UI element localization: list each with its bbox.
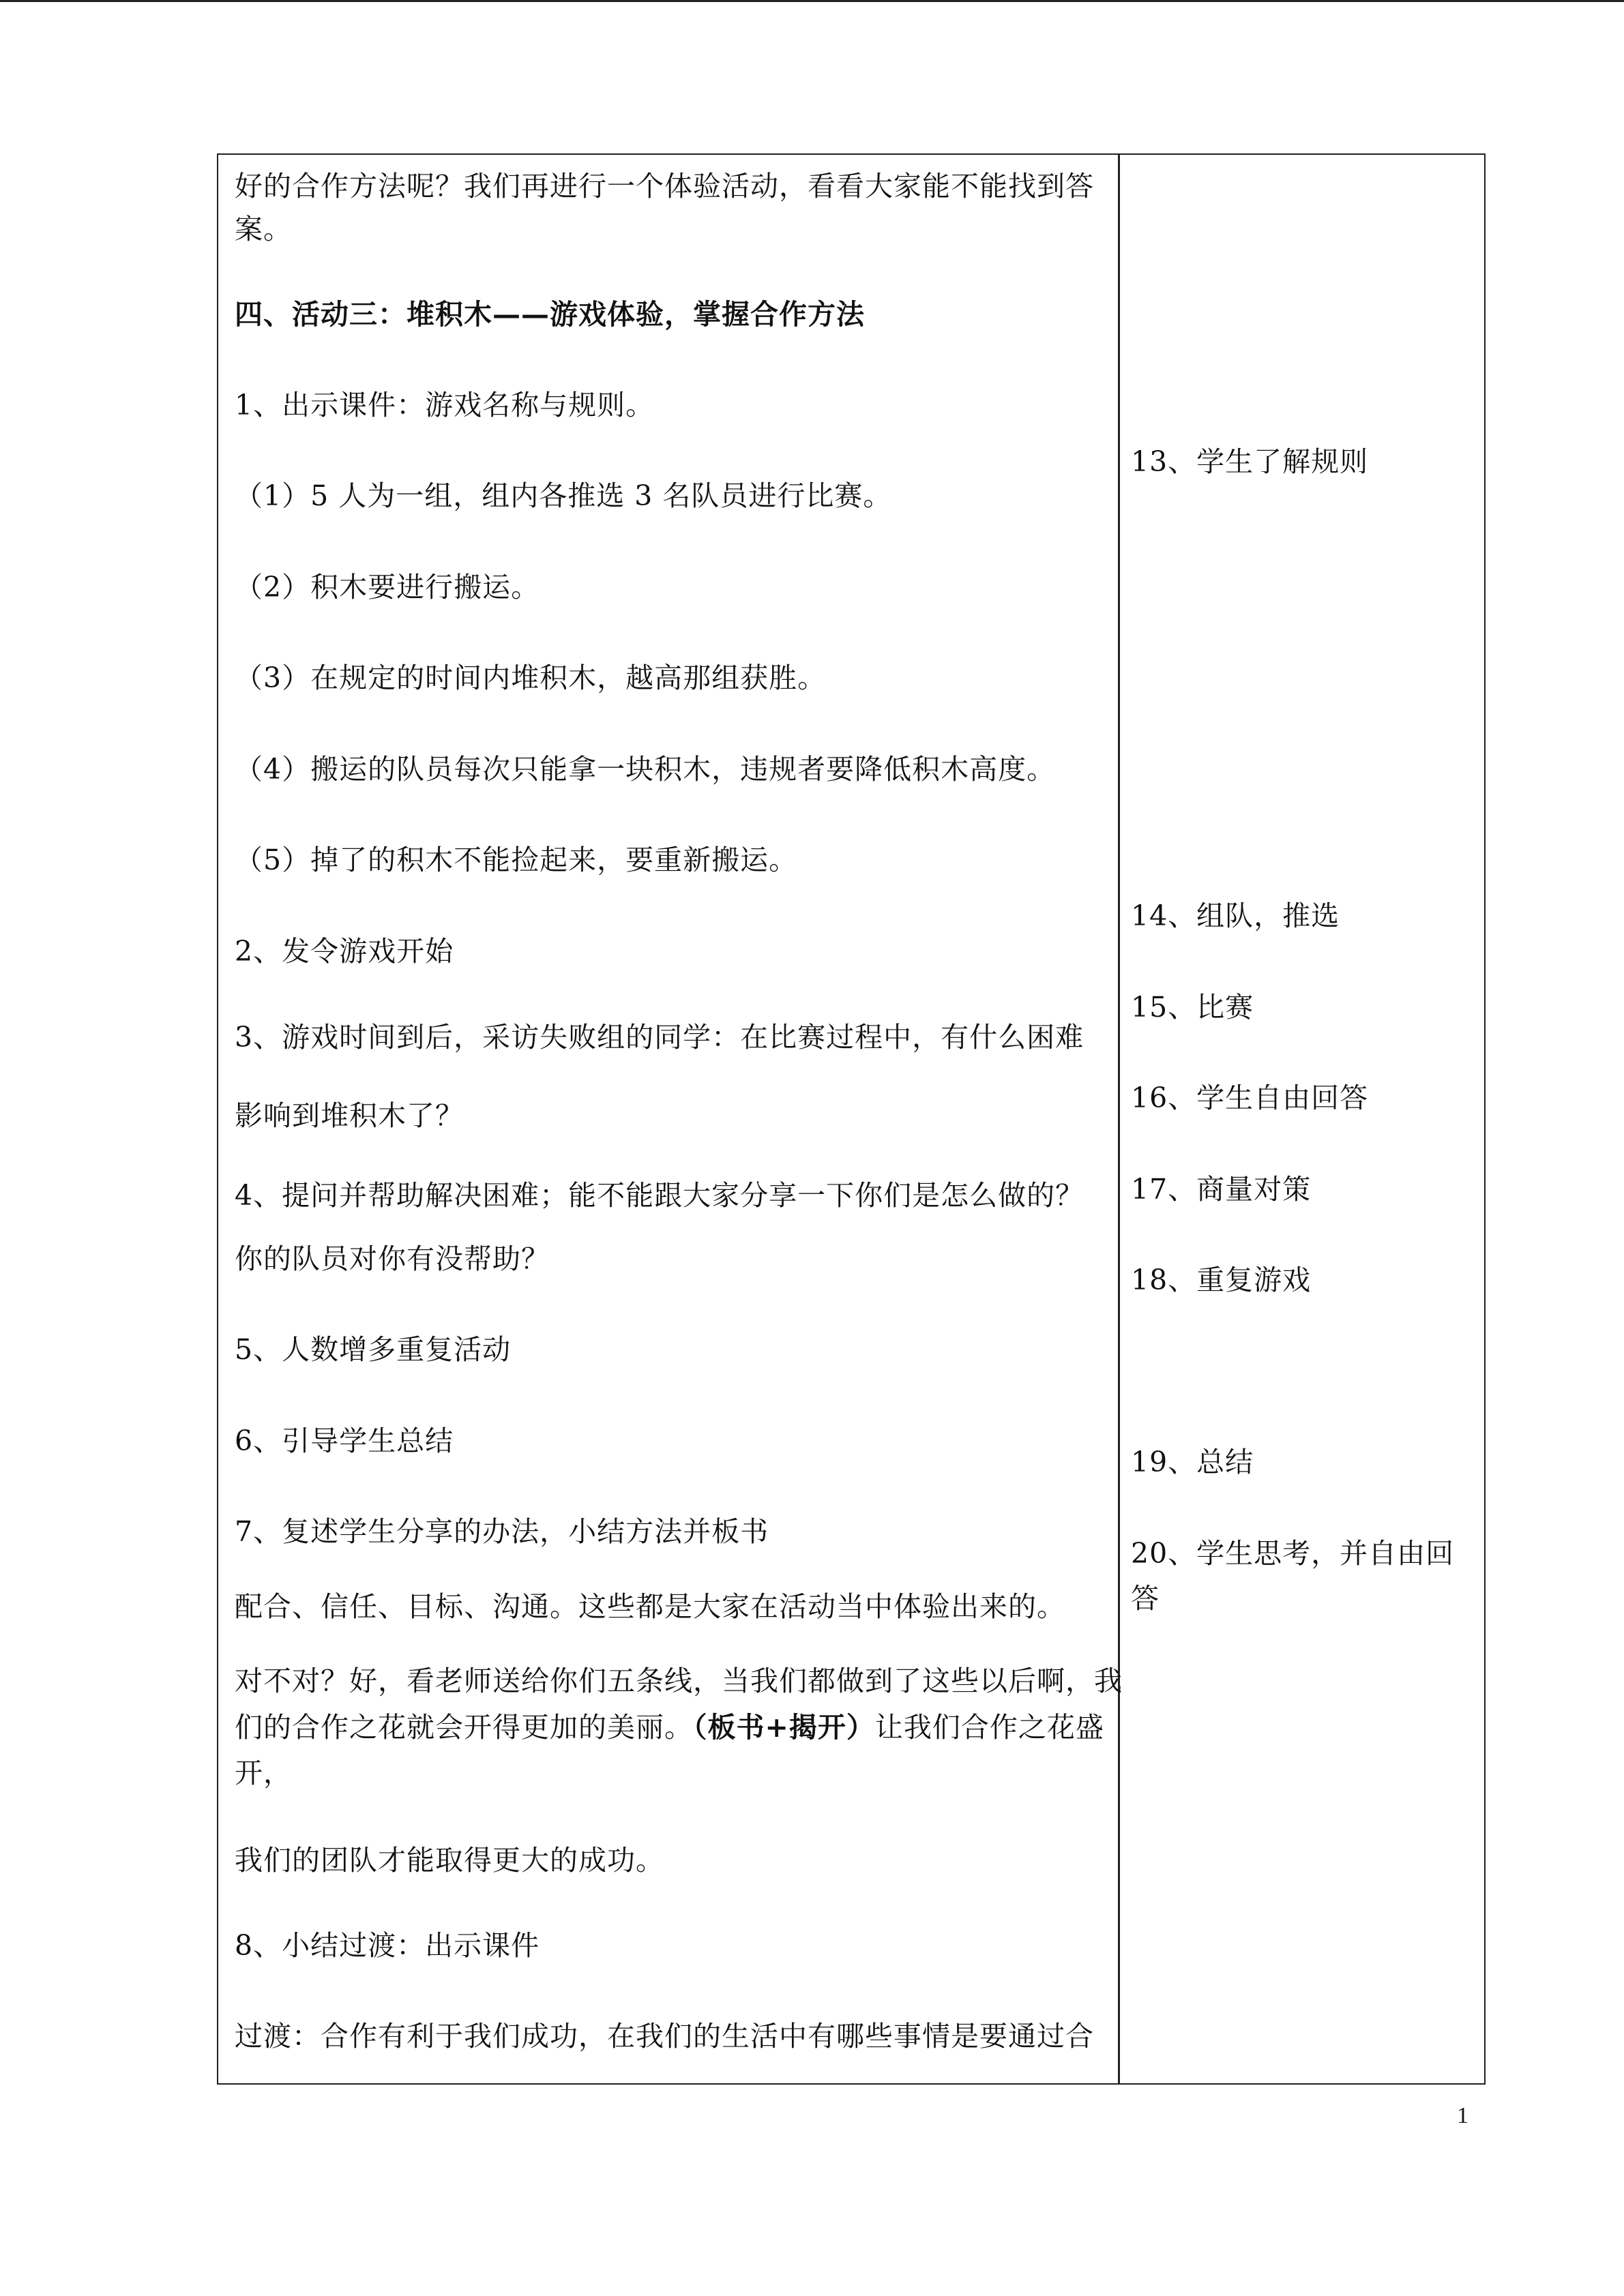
right-item-13: 13、学生了解规则 <box>1131 445 1369 478</box>
left-line-4: 1、出示课件：游戏名称与规则。 <box>235 389 655 421</box>
left-line-2: 案。 <box>235 213 292 245</box>
left-line-1: 好的合作方法呢？我们再进行一个体验活动，看看大家能不能找到答 <box>235 170 1094 203</box>
rule-item-2: （2）积木要进行搬运。 <box>235 571 540 603</box>
right-item-15: 15、比赛 <box>1131 991 1254 1024</box>
left-line-16: 6、引导学生总结 <box>235 1425 454 1457</box>
left-line-22: 我们的团队才能取得更大的成功。 <box>235 1844 664 1877</box>
right-item-20-cont: 答 <box>1131 1582 1160 1615</box>
left-line-20-tail: 让我们合作之花盛 <box>874 1711 1104 1744</box>
left-line-14: 你的队员对你有没帮助？ <box>235 1242 550 1275</box>
rule-item-1: （1）5 人为一组，组内各推选 3 名队员进行比赛。 <box>235 479 892 512</box>
left-line-21: 开， <box>235 1757 292 1789</box>
left-line-12: 影响到堆积木了？ <box>235 1099 464 1132</box>
left-line-19: 对不对？好，看老师送给你们五条线，当我们都做到了这些以后啊，我 <box>235 1665 1123 1697</box>
right-item-20: 20、学生思考，并自由回 <box>1131 1537 1455 1570</box>
right-item-18: 18、重复游戏 <box>1131 1264 1312 1296</box>
right-item-14: 14、组队，推选 <box>1131 899 1340 932</box>
right-item-17: 17、商量对策 <box>1131 1173 1312 1206</box>
page-number: 1 <box>1457 2103 1468 2128</box>
rule-item-5: （5）掉了的积木不能捡起来，要重新搬运。 <box>235 844 798 876</box>
right-item-16: 16、学生自由回答 <box>1131 1082 1369 1114</box>
left-line-11: 3、游戏时间到后，采访失败组的同学：在比赛过程中，有什么困难 <box>235 1021 1084 1054</box>
top-border-line <box>0 0 1624 2</box>
rule-item-3: （3）在规定的时间内堆积木，越高那组获胜。 <box>235 661 827 694</box>
left-line-20 <box>235 1710 1104 1745</box>
left-line-17: 7、复述学生分享的办法，小结方法并板书 <box>235 1515 769 1548</box>
lesson-table <box>217 153 1486 2085</box>
left-line-13: 4、提问并帮助解决困难；能不能跟大家分享一下你们是怎么做的？ <box>235 1179 1084 1212</box>
left-line-10: 2、发令游戏开始 <box>235 935 454 968</box>
left-line-15: 5、人数增多重复活动 <box>235 1333 512 1366</box>
left-line-18: 配合、信任、目标、沟通。这些都是大家在活动当中体验出来的。 <box>235 1590 1065 1623</box>
section-heading: 四、活动三：堆积木——游戏体验，掌握合作方法 <box>235 298 865 331</box>
left-line-20-text: 们的合作之花就会开得更加的美丽。 <box>235 1711 693 1744</box>
rule-item-4: （4）搬运的队员每次只能拿一块积木，违规者要降低积木高度。 <box>235 753 1056 786</box>
right-item-19: 19、总结 <box>1131 1446 1254 1478</box>
left-line-23: 8、小结过渡：出示课件 <box>235 1929 540 1962</box>
board-note: （板书+揭开） <box>693 1711 875 1744</box>
column-divider <box>1118 155 1120 2083</box>
left-line-24: 过渡：合作有利于我们成功，在我们的生活中有哪些事情是要通过合 <box>235 2020 1094 2053</box>
